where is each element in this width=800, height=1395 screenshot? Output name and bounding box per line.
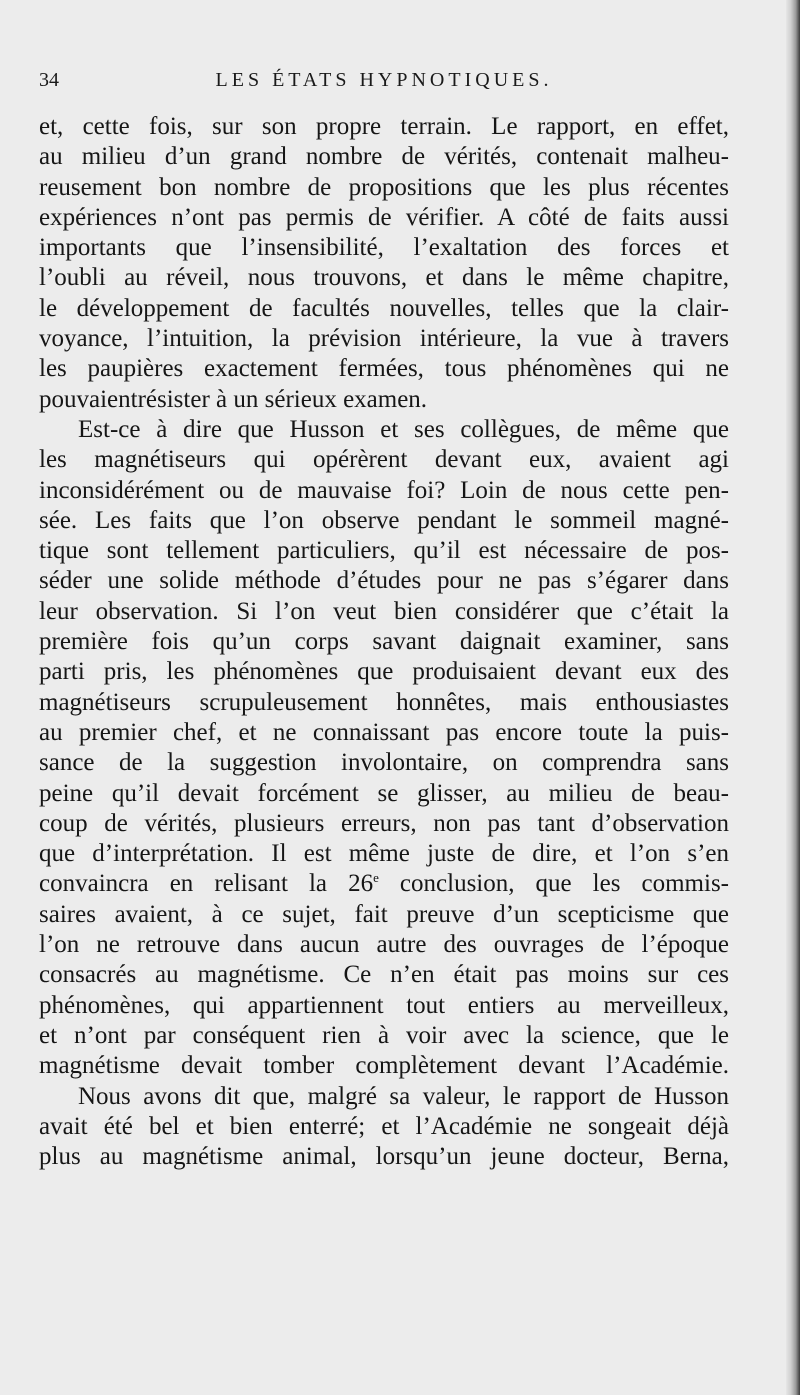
text-line: sance de la suggestion involontaire, on comprendra sans xyxy=(39,749,729,777)
running-title: LES ÉTATS HYPNOTIQUES. xyxy=(215,69,553,91)
paragraph-start-line: Est-ce à dire que Husson et ses collègues, de même que xyxy=(78,415,729,443)
text-line: leur observation. Si l’on veut bien considérer que c’était la xyxy=(39,597,729,625)
text-line-with-ordinal xyxy=(39,869,729,899)
text-line: au premier chef, et ne connaissant pas encore toute la puis- xyxy=(39,718,729,746)
text-line: séder une solide méthode d’études pour ne pas s’égarer dans xyxy=(39,567,729,595)
text-line: l’on ne retrouve dans aucun autre des ouvrages de l’époque xyxy=(39,931,729,959)
line-start: convaincra en relisant la 26 xyxy=(39,870,374,898)
text-line: les paupières exactement fermées, tous phénomènes qui ne xyxy=(39,355,729,383)
line-end: conclusion, que les commis- xyxy=(378,870,729,898)
paragraph-end-line: pouvaientrésister à un sérieux examen. xyxy=(39,385,428,413)
text-line: peine qu’il devait forcément se glisser, au milieu de beau- xyxy=(39,779,729,807)
text-line: phénomènes, qui appartiennent tout entiers au merveilleux, xyxy=(39,991,729,1019)
page-header xyxy=(39,67,729,93)
text-line: et, cette fois, sur son propre terrain. Le rapport, en effet, xyxy=(39,113,729,140)
text-line: que d’interprétation. Il est même juste de dire, et l’on s’en xyxy=(39,840,729,868)
text-line: le développement de facultés nouvelles, telles que la clair- xyxy=(39,294,729,322)
text-line: reusement bon nombre de propositions que les plus récentes xyxy=(39,173,729,201)
body-text xyxy=(39,112,729,1172)
text-line: et n’ont par conséquent rien à voir avec la science, que le xyxy=(39,1021,729,1049)
text-line: tique sont tellement particuliers, qu’il est nécessaire de pos- xyxy=(39,537,729,565)
ordinal-superscript: e xyxy=(373,870,379,886)
text-line: parti pris, les phénomènes que produisaient devant eux des xyxy=(39,658,729,686)
text-line: coup de vérités, plusieurs erreurs, non pas tant d’observation xyxy=(39,809,729,837)
paragraph-start-line: Nous avons dit que, malgré sa valeur, le rapport de Husson xyxy=(78,1082,729,1110)
page-edge-shadow xyxy=(786,0,800,1395)
text-line: les magnétiseurs qui opérèrent devant eux, avaient agi xyxy=(39,446,729,474)
text-line: avait été bel et bien enterré; et l’Académie ne songeait déjà xyxy=(39,1112,729,1140)
text-line: magnétisme devait tomber complètement devant l’Académie. xyxy=(39,1052,729,1080)
text-line: l’oubli au réveil, nous trouvons, et dans le même chapitre, xyxy=(39,264,729,292)
text-line: expériences n’ont pas permis de vérifier. A côté de faits aussi xyxy=(39,203,729,231)
text-line: saires avaient, à ce sujet, fait preuve d’un scepticisme que xyxy=(39,900,729,928)
text-line: plus au magnétisme animal, lorsqu’un jeune docteur, Berna, xyxy=(39,1143,729,1171)
text-line: consacrés au magnétisme. Ce n’en était pas moins sur ces xyxy=(39,961,729,989)
text-line: importants que l’insensibilité, l’exaltation des forces et xyxy=(39,234,729,262)
text-line: inconsidérément ou de mauvaise foi? Loin de nous cette pen- xyxy=(39,476,729,504)
text-line: voyance, l’intuition, la prévision intérieure, la vue à travers xyxy=(39,325,729,353)
page-number: 34 xyxy=(39,69,59,91)
text-line: première fois qu’un corps savant daignait examiner, sans xyxy=(39,628,729,656)
text-line: au milieu d’un grand nombre de vérités, contenait malheu- xyxy=(39,143,729,171)
text-line: sée. Les faits que l’on observe pendant le sommeil magné- xyxy=(39,506,729,534)
text-line: magnétiseurs scrupuleusement honnêtes, mais enthousiastes xyxy=(39,688,729,716)
